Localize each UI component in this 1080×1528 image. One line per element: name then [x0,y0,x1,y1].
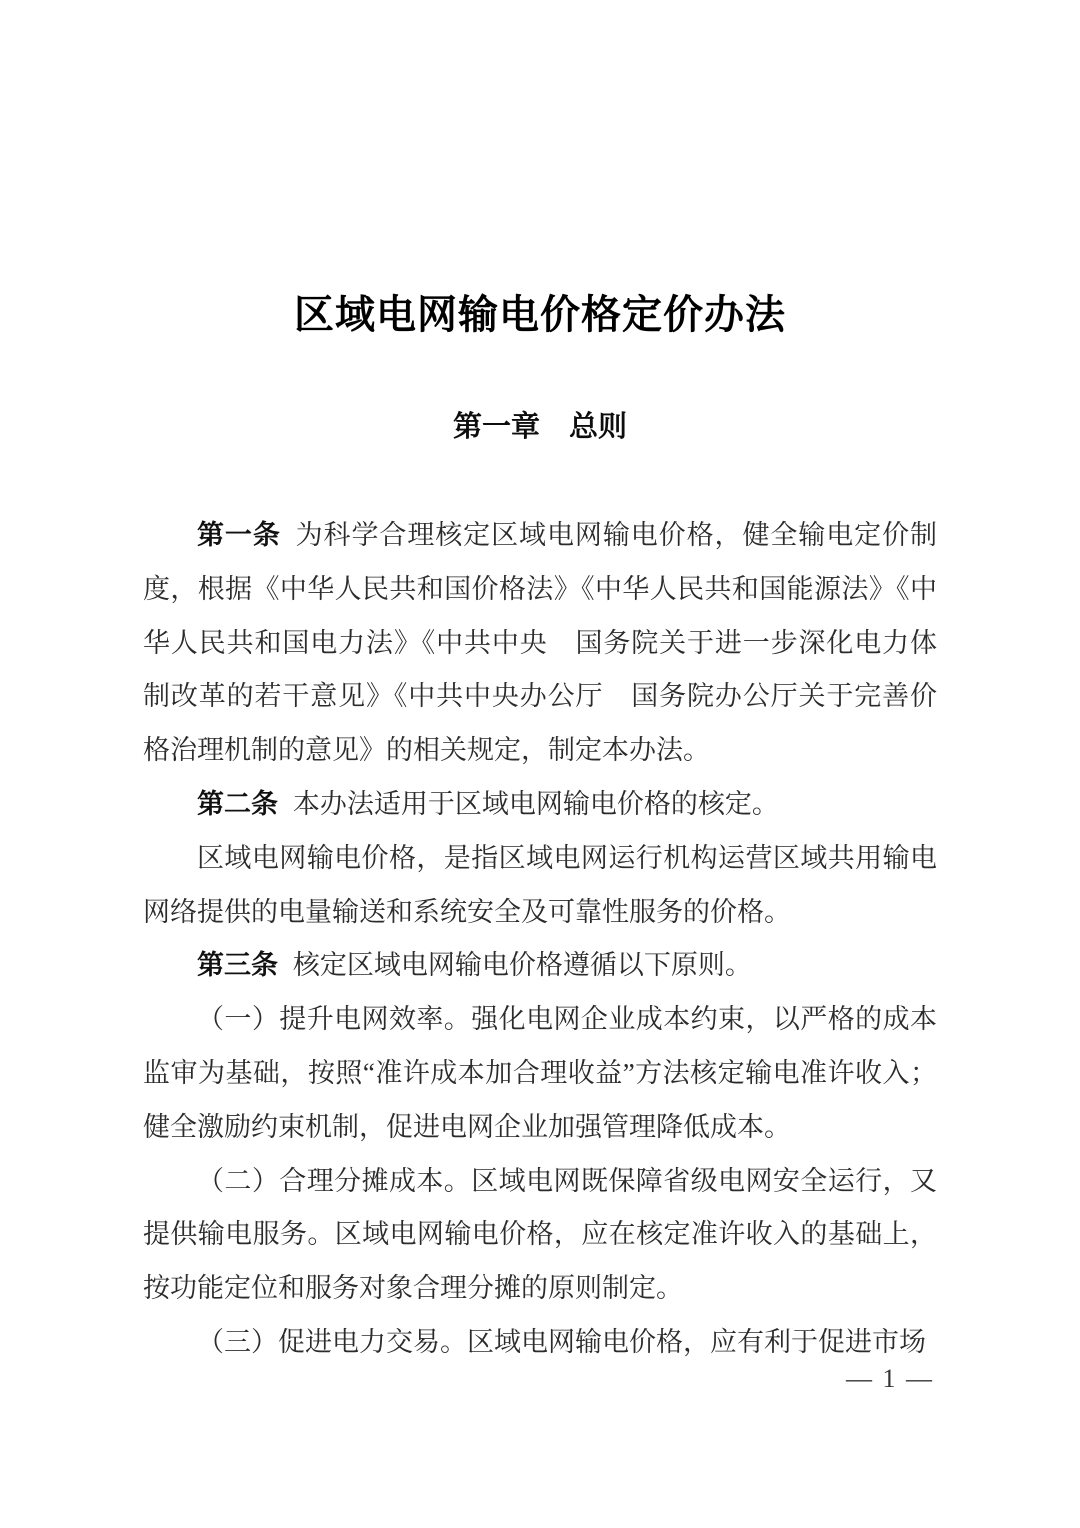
paragraph-article-1 [143,509,937,778]
chapter-heading: 第一章 总则 [452,411,627,443]
paragraph-article-2-definition [143,832,937,940]
page-number: — 1 — [846,1364,934,1393]
paragraph-text: 区域电网输电价格，是指区域电网运行机构运营区域共用输电网络提供的电量输送和系统安全及可靠性服务的价格。 [143,842,937,927]
article-number: 第一条 [197,520,281,550]
paragraph-text: 核定区域电网输电价格遵循以下原则。 [292,950,752,981]
document-title: 区域电网输电价格定价办法 [294,292,786,337]
paragraph-principle-1 [143,993,937,1154]
paragraph-principle-2 [143,1155,937,1316]
document-body [143,509,937,1370]
article-number: 第二条 [197,788,278,819]
paragraph-text: （三）促进电力交易。区域电网输电价格，应有利于促进市场 [197,1326,926,1357]
paragraph-article-3 [143,939,937,993]
paragraph-text: （一）提升电网效率。强化电网企业成本约束，以严格的成本监审为基础，按照“准许成本加合理收益”方法核定输电准许收入；健全激励约束机制，促进电网企业加强管理降低成本。 [143,1004,937,1142]
paragraph-article-2 [143,778,937,832]
paragraph-text: 为科学合理核定区域电网输电价格，健全输电定价制度，根据《中华人民共和国价格法》《中华人民共和国能源法》《中华人民共和国电力法》《中共中央 国务院关于进一步深化电力体制改革的若干意见》《中共中央办公厅 国务院办公厅关于完善价格治理机制的意见》的相关规定，制定本办法。 [143,520,938,766]
paragraph-text: （二）合理分摊成本。区域电网既保障省级电网安全运行，又提供输电服务。区域电网输电价格，应在核定准许收入的基础上，按功能定位和服务对象合理分摊的原则制定。 [143,1165,937,1304]
paragraph-text: 本办法适用于区域电网输电价格的核定。 [292,788,779,819]
paragraph-principle-3 [143,1316,937,1370]
article-number: 第三条 [197,950,278,981]
